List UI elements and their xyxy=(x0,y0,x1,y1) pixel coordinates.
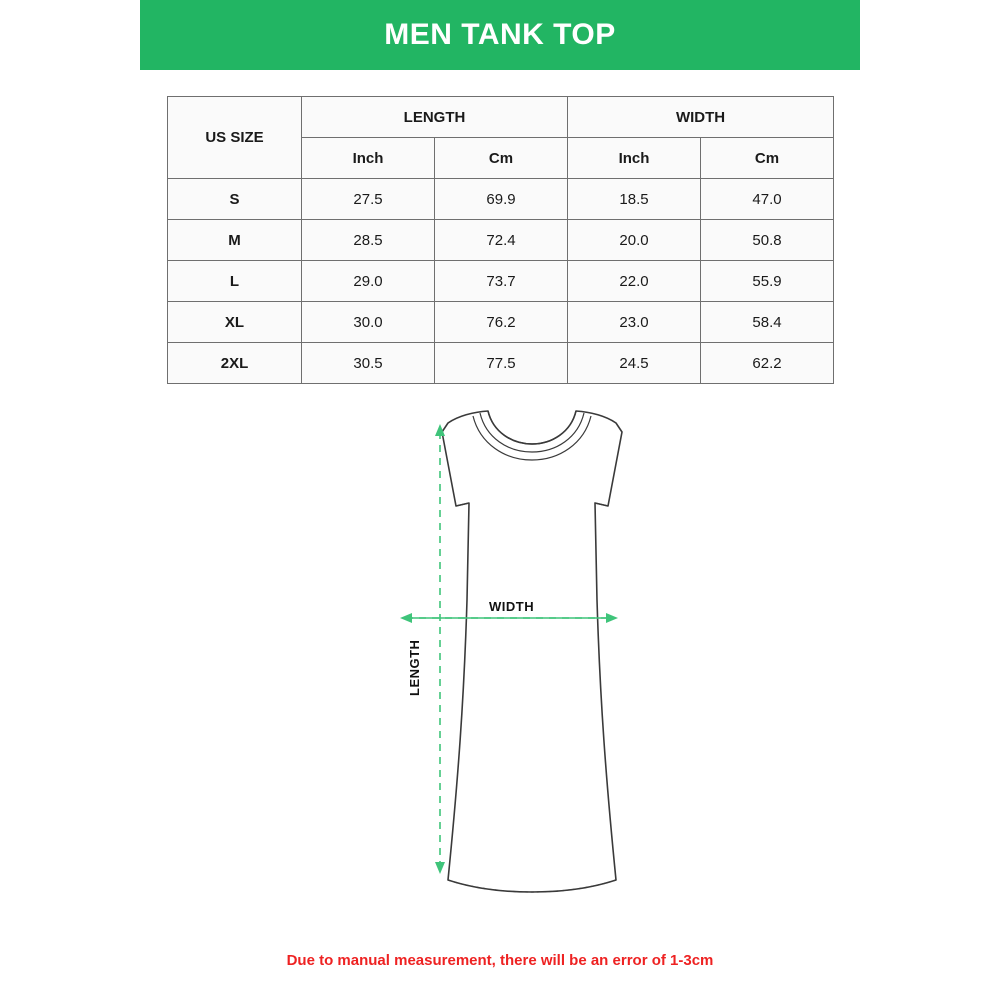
length-measure-label: LENGTH xyxy=(406,636,423,700)
row-length-inch: 30.5 xyxy=(302,343,435,384)
row-length-cm: 77.5 xyxy=(435,343,568,384)
row-length-inch: 29.0 xyxy=(302,261,435,302)
row-width-cm: 50.8 xyxy=(701,220,834,261)
unit-length-cm: Cm xyxy=(435,138,568,179)
size-chart-table xyxy=(167,96,834,384)
table-group-header-row xyxy=(168,97,834,138)
header-length: LENGTH xyxy=(302,97,568,138)
header-us-size: US SIZE xyxy=(168,97,302,179)
row-length-inch: 28.5 xyxy=(302,220,435,261)
garment-illustration xyxy=(330,410,675,910)
row-width-inch: 22.0 xyxy=(568,261,701,302)
row-size-label: XL xyxy=(168,302,302,343)
row-width-cm: 55.9 xyxy=(701,261,834,302)
unit-length-inch: Inch xyxy=(302,138,435,179)
measurement-disclaimer: Due to manual measurement, there will be an error of 1-3cm xyxy=(286,952,714,969)
table-row xyxy=(168,179,834,220)
header-width: WIDTH xyxy=(568,97,834,138)
table-row xyxy=(168,261,834,302)
row-width-inch: 18.5 xyxy=(568,179,701,220)
row-length-inch: 27.5 xyxy=(302,179,435,220)
row-size-label: 2XL xyxy=(168,343,302,384)
header-banner xyxy=(140,0,860,70)
row-width-inch: 20.0 xyxy=(568,220,701,261)
row-width-inch: 23.0 xyxy=(568,302,701,343)
row-length-cm: 73.7 xyxy=(435,261,568,302)
unit-width-inch: Inch xyxy=(568,138,701,179)
row-size-label: S xyxy=(168,179,302,220)
row-width-cm: 47.0 xyxy=(701,179,834,220)
row-width-inch: 24.5 xyxy=(568,343,701,384)
row-width-cm: 62.2 xyxy=(701,343,834,384)
row-size-label: L xyxy=(168,261,302,302)
table-row xyxy=(168,343,834,384)
table-row xyxy=(168,220,834,261)
row-length-inch: 30.0 xyxy=(302,302,435,343)
row-length-cm: 72.4 xyxy=(435,220,568,261)
page-title: MEN TANK TOP xyxy=(384,18,616,51)
row-length-cm: 69.9 xyxy=(435,179,568,220)
unit-width-cm: Cm xyxy=(701,138,834,179)
tank-top-outline xyxy=(442,411,622,892)
width-measure-label: WIDTH xyxy=(485,598,538,615)
table-row xyxy=(168,302,834,343)
row-size-label: M xyxy=(168,220,302,261)
row-length-cm: 76.2 xyxy=(435,302,568,343)
size-chart xyxy=(167,96,834,384)
row-width-cm: 58.4 xyxy=(701,302,834,343)
